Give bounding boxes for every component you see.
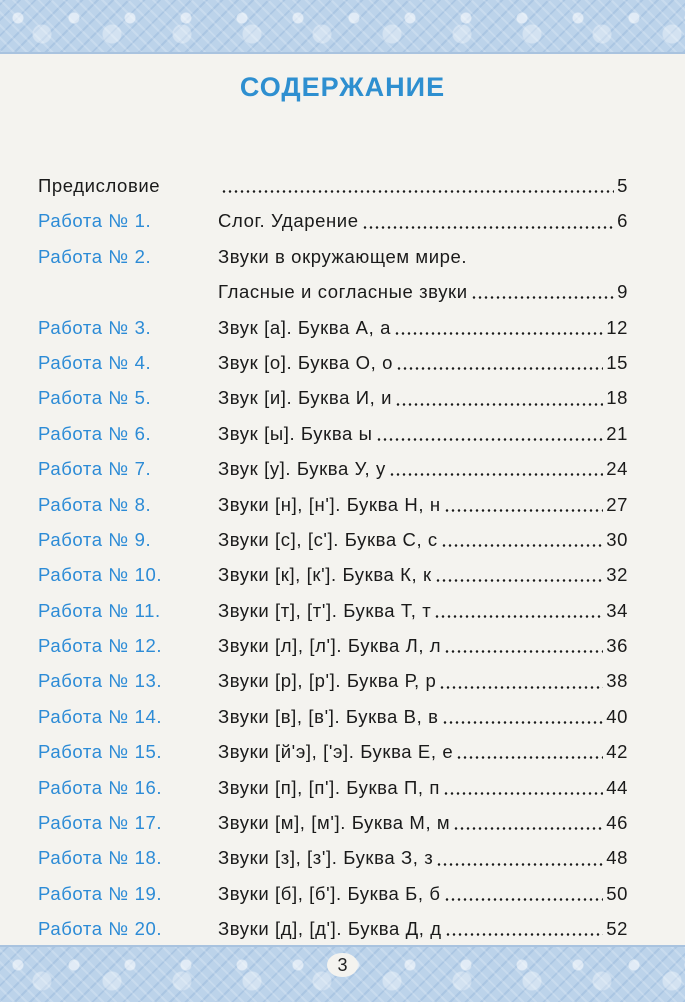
toc-entry	[38, 663, 628, 698]
toc-entry	[38, 203, 628, 238]
toc-entry	[38, 345, 628, 380]
toc-entry-title: Звуки [б], [б']. Буква Б, б	[218, 882, 441, 904]
toc-dot-leader	[376, 438, 604, 441]
toc-entry-title: Слог. Ударение	[218, 210, 359, 232]
toc-entry	[38, 628, 628, 663]
toc-entry-page: 38	[606, 670, 628, 692]
toc-entry-title: Звук [ы]. Буква ы	[218, 422, 373, 444]
toc-entry-page: 21	[606, 422, 628, 444]
toc-entry	[38, 805, 628, 840]
toc-dot-leader	[389, 473, 603, 476]
toc-entry-label: Работа № 7.	[38, 458, 152, 480]
toc-dot-leader	[395, 403, 603, 406]
toc-entry-page: 48	[606, 847, 628, 869]
toc-dot-leader	[444, 509, 604, 512]
toc-entry	[38, 487, 628, 522]
toc-entry-page: 46	[606, 812, 628, 834]
toc-entry-label: Работа № 10.	[38, 564, 163, 586]
toc-dot-leader	[444, 650, 603, 653]
toc-entry-label: Работа № 15.	[38, 741, 163, 763]
toc-dot-leader	[221, 190, 614, 193]
page-title: СОДЕРЖАНИЕ	[239, 72, 446, 102]
toc-entry-title: Звук [и]. Буква И, и	[218, 387, 393, 409]
toc-dot-leader	[471, 296, 614, 299]
toc-dot-leader	[453, 827, 603, 830]
toc-entry-page: 40	[606, 705, 628, 727]
toc-dot-leader	[439, 686, 603, 689]
toc-entry-title: Звуки [в], [в']. Буква В, в	[218, 705, 439, 727]
toc-entry-label: Работа № 6.	[38, 422, 152, 444]
table-of-contents	[38, 168, 628, 947]
toc-dot-leader	[362, 226, 614, 229]
toc-entry-title: Звуки [л], [л']. Буква Л, л	[218, 635, 442, 657]
toc-entry-page: 15	[606, 351, 628, 373]
toc-entry-label: Работа № 2.	[38, 245, 152, 267]
toc-entry-page: 36	[606, 635, 628, 657]
toc-dot-leader	[436, 863, 603, 866]
toc-entry-page: 30	[606, 528, 628, 550]
toc-dot-leader	[456, 756, 603, 759]
toc-entry	[38, 380, 628, 415]
toc-entry	[38, 770, 628, 805]
toc-dot-leader	[435, 579, 603, 582]
toc-entry-title: Звук [а]. Буква А, а	[218, 316, 391, 338]
toc-dot-leader	[434, 615, 603, 618]
toc-entry	[38, 876, 628, 911]
decorative-top-band	[0, 0, 685, 54]
toc-entry	[38, 451, 628, 486]
toc-entry	[38, 593, 628, 628]
toc-entry	[38, 522, 628, 557]
toc-entry	[38, 911, 628, 946]
toc-entry-title: Звуки [т], [т']. Буква Т, т	[218, 599, 432, 621]
toc-entry-page: 32	[606, 564, 628, 586]
toc-entry-page: 27	[606, 493, 628, 515]
toc-entry-title: Звуки [д], [д']. Буква Д, д	[218, 918, 442, 940]
page-number: 3	[0, 955, 685, 976]
toc-dot-leader	[444, 898, 604, 901]
toc-entry-title: Звуки [п], [п']. Буква П, п	[218, 776, 441, 798]
toc-entry-label: Работа № 14.	[38, 705, 163, 727]
toc-dot-leader	[442, 721, 604, 724]
toc-entry-page: 9	[617, 281, 628, 303]
toc-entry-title: Звуки в окружающем мире.	[218, 245, 468, 267]
toc-entry-title: Звуки [к], [к']. Буква К, к	[218, 564, 432, 586]
toc-entry	[38, 557, 628, 592]
toc-entry-page: 5	[617, 175, 628, 196]
toc-entry-label: Работа № 20.	[38, 918, 163, 940]
toc-entry	[38, 310, 628, 345]
toc-entry-page: 42	[606, 741, 628, 763]
toc-entry-label: Работа № 9.	[38, 528, 152, 550]
toc-dot-leader	[445, 933, 604, 936]
toc-entry	[38, 239, 628, 274]
toc-entry-label: Работа № 8.	[38, 493, 152, 515]
toc-entry-page: 6	[617, 210, 628, 232]
toc-entry	[38, 274, 628, 309]
toc-entry-page: 12	[606, 316, 628, 338]
toc-entry-title: Звуки [с], [с']. Буква С, с	[218, 528, 438, 550]
toc-entry	[38, 840, 628, 875]
toc-entry-label: Работа № 17.	[38, 812, 163, 834]
toc-entry-label: Работа № 16.	[38, 776, 163, 798]
toc-entry-title: Звуки [й'э], ['э]. Буква Е, е	[218, 741, 454, 763]
toc-entry	[38, 699, 628, 734]
toc-entry-label: Работа № 12.	[38, 635, 163, 657]
toc-entry-label: Работа № 5.	[38, 387, 152, 409]
toc-entry-page: 24	[606, 458, 628, 480]
toc-dot-leader	[396, 367, 603, 370]
toc-entry-label: Предисловие	[38, 175, 161, 196]
toc-entry-label: Работа № 4.	[38, 351, 152, 373]
toc-dot-leader	[394, 332, 603, 335]
toc-entry-title: Звуки [з], [з']. Буква З, з	[218, 847, 434, 869]
toc-entry	[38, 168, 628, 203]
toc-entry-page: 50	[606, 882, 628, 904]
toc-entry-label: Работа № 3.	[38, 316, 152, 338]
toc-entry-title: Звуки [р], [р']. Буква Р, р	[218, 670, 437, 692]
toc-entry-title: Звук [у]. Буква У, у	[218, 458, 386, 480]
toc-entry-page: 34	[606, 599, 628, 621]
toc-dot-leader	[443, 792, 603, 795]
toc-entry	[38, 734, 628, 769]
toc-entry-title: Звуки [м], [м']. Буква М, м	[218, 812, 451, 834]
toc-entry-page: 18	[606, 387, 628, 409]
toc-entry-page: 52	[606, 918, 628, 940]
toc-entry-page: 44	[606, 776, 628, 798]
toc-dot-leader	[441, 544, 603, 547]
toc-entry-label: Работа № 11.	[38, 599, 161, 621]
toc-entry-title: Звуки [н], [н']. Буква Н, н	[218, 493, 441, 515]
toc-entry-label: Работа № 13.	[38, 670, 163, 692]
toc-entry-title: Гласные и согласные звуки	[218, 281, 468, 303]
toc-entry-label: Работа № 18.	[38, 847, 163, 869]
toc-entry-label: Работа № 19.	[38, 882, 163, 904]
toc-entry-label: Работа № 1.	[38, 210, 152, 232]
toc-entry-title: Звук [о]. Буква О, о	[218, 351, 394, 373]
toc-entry	[38, 416, 628, 451]
